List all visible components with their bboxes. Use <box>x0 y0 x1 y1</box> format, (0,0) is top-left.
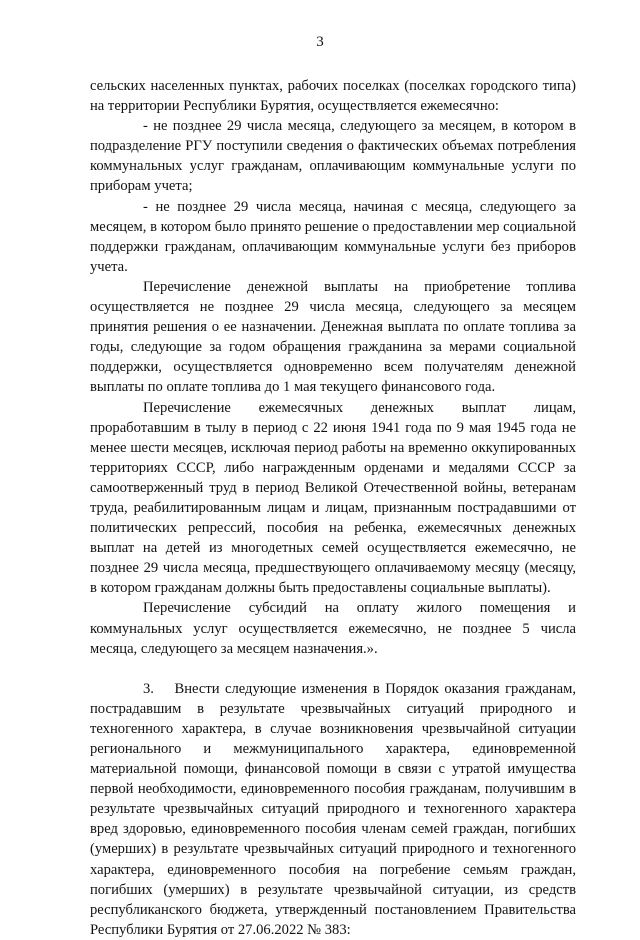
paragraph-gap <box>90 659 576 679</box>
paragraph-fuel-payment: Перечисление денежной выплаты на приобретение топлива осуществляется не позднее 29 числа месяца, следующего за месяцем принятия решения о ее назначении. Денежная выплата по оплате топлива за годы, следующие за годом обращения гражданина за мерами социальной поддержки, осуществляется одновременно всем получателям денежной выплаты по оплате топлива до 1 мая текущего финансового года. <box>90 278 576 396</box>
paragraph-continuation: сельских населенных пунктах, рабочих поселках (поселках городского типа) на территории Республики Бурятия, осуществляется ежемесячно: <box>90 78 576 115</box>
paragraph-housing-subsidies: Перечисление субсидий на оплату жилого помещения и коммунальных услуг осуществляется ежемесячно, не позднее 5 числа месяца, следующего за месяцем назначения.». <box>90 600 576 657</box>
item-3-paragraph <box>90 679 576 940</box>
item-3-text: Внести следующие изменения в Порядок оказания гражданам, пострадавшим в результате чрезвычайных ситуаций природного и техногенного характера, в случае возникновения чрезвычайной ситуации регионального и межмуниципального характера, единовременной материальной помощи, финансовой помощи в связи с утратой имущества первой необходимости, единовременного пособия гражданам, получившим в результате чрезвычайных ситуаций природного и техногенного характера вред здоровью, единовременного пособия членам семей граждан, погибших (умерших) в результате чрезвычайных ситуаций природного и техногенного характера, единовременного пособия на погребение семьям граждан, погибших (умерших) в результате чрезвычайной ситуации, из средств республиканского бюджета, утвержденный постановлением Правительства Республики Бурятия от 27.06.2022 № 383: <box>90 680 576 938</box>
document-body <box>90 76 576 940</box>
paragraph-monthly-payments: Перечисление ежемесячных денежных выплат лицам, проработавшим в тылу в период с 22 июня 1941 года по 9 мая 1945 года не менее шести месяцев, исключая период работы на временно оккупированных территориях СССР, либо награжденным орденами и медалями СССР за самоотверженный труд в период Великой Отечественной войны, ветеранам труда, реабилитированным лицам и лицам, признанным пострадавшими от политических репрессий, пособия на ребенка, ежемесячных денежных выплат на детей из многодетных семей осуществляется ежемесячно, не позднее 29 числа месяца, предшествующего оплачиваемому месяцу (месяцу, в котором гражданам должны быть предоставлены социальные выплаты). <box>90 399 576 597</box>
paragraph-metered-payment-term: - не позднее 29 числа месяца, следующего за месяцем, в котором в подразделение РГУ поступили сведения о фактических объемах потребления коммунальных услуг гражданам, оплачивающим коммунальные услуги по приборам учета; <box>90 118 576 195</box>
item-3-number: 3. <box>143 680 154 697</box>
paragraph-unmetered-payment-term: - не позднее 29 числа месяца, начиная с месяца, следующего за месяцем, в котором было принято решение о предоставлении мер социальной поддержки гражданам, оплачивающим коммунальные услуги без приборов учета. <box>90 198 577 275</box>
page-number: 3 <box>316 34 324 50</box>
